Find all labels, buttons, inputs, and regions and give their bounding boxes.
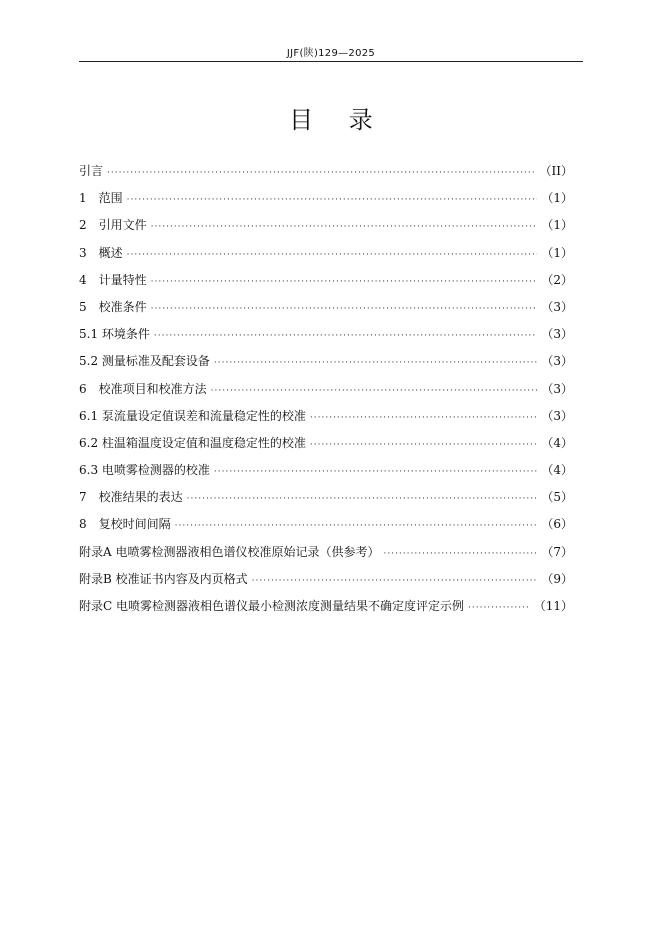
toc-entry-label: 引言 [79, 164, 104, 178]
toc-entry-page: （9） [541, 571, 573, 586]
toc-dot-leader [107, 168, 536, 178]
toc-dot-leader [187, 494, 538, 504]
toc-entry[interactable] [79, 298, 573, 325]
toc-dot-leader [214, 467, 537, 477]
toc-entry-page: （7） [541, 544, 573, 559]
toc-dot-leader [151, 222, 538, 232]
toc-entry-page: （3） [541, 381, 573, 396]
toc-entry-page: （1） [541, 191, 573, 206]
toc-entry[interactable] [79, 597, 573, 624]
toc-entry-label: 6.1 泵流量设定值误差和流量稳定性的校准 [79, 408, 306, 423]
toc-entry-page: （4） [541, 435, 573, 450]
toc-entry[interactable] [79, 189, 573, 216]
toc-dot-leader [383, 549, 537, 559]
toc-entry[interactable] [79, 380, 573, 407]
toc-entry-page: （6） [541, 517, 573, 532]
toc-entry-page: （2） [541, 272, 573, 287]
toc-entry-page: （3） [541, 327, 573, 342]
toc-entry[interactable] [79, 515, 573, 542]
toc-entry-page: （3） [541, 299, 573, 314]
toc-dot-leader [127, 195, 538, 205]
header-divider [79, 61, 583, 62]
toc-dot-leader [127, 250, 538, 260]
toc-entry-page: （1） [541, 245, 573, 260]
toc-entry[interactable] [79, 244, 573, 271]
toc-entry-page: （4） [541, 463, 573, 478]
toc-dot-leader [310, 413, 537, 423]
table-of-contents [79, 162, 573, 624]
toc-entry-label: 2 引用文件 [79, 218, 147, 233]
toc-entry-page: （3） [541, 408, 573, 423]
toc-dot-leader [310, 440, 537, 450]
toc-dot-leader [468, 603, 530, 613]
toc-entry-label: 8 复校时间间隔 [79, 517, 171, 532]
toc-entry[interactable] [79, 216, 573, 243]
toc-entry-label: 6 校准项目和校准方法 [79, 381, 207, 396]
toc-dot-leader [214, 358, 537, 368]
toc-dot-leader [252, 576, 538, 586]
toc-dot-leader [175, 521, 538, 531]
toc-entry-label: 6.3 电喷雾检测器的校准 [79, 463, 210, 478]
toc-entry-label: 5.2 测量标准及配套设备 [79, 354, 210, 369]
toc-entry-label: 5 校准条件 [79, 299, 147, 314]
toc-entry[interactable] [79, 352, 573, 379]
toc-entry-label: 1 范围 [79, 191, 123, 206]
toc-entry[interactable] [79, 434, 573, 461]
toc-entry-label: 7 校准结果的表达 [79, 490, 183, 505]
toc-entry-label: 4 计量特性 [79, 272, 147, 287]
toc-entry[interactable] [79, 570, 573, 597]
toc-dot-leader [151, 277, 538, 287]
toc-entry-label: 附录B 校准证书内容及内页格式 [79, 571, 248, 586]
toc-entry[interactable] [79, 407, 573, 434]
toc-entry-page: （1） [541, 218, 573, 233]
toc-entry-page: （II） [539, 164, 573, 178]
toc-entry[interactable] [79, 543, 573, 570]
toc-entry-label: 3 概述 [79, 245, 123, 260]
toc-entry-page: （11） [533, 599, 573, 613]
toc-dot-leader [154, 331, 537, 341]
toc-entry[interactable] [79, 325, 573, 352]
toc-entry-label: 附录C 电喷雾检测器液相色谱仪最小检测浓度测量结果不确定度评定示例 [79, 599, 464, 613]
toc-entry[interactable] [79, 488, 573, 515]
toc-entry[interactable] [79, 162, 573, 189]
toc-entry[interactable] [79, 271, 573, 298]
toc-entry-page: （5） [541, 490, 573, 505]
toc-entry-label: 5.1 环境条件 [79, 327, 150, 342]
document-code-header: JJF(陕)129—2025 [286, 48, 376, 59]
toc-entry-label: 6.2 柱温箱温度设定值和温度稳定性的校准 [79, 435, 306, 450]
toc-entry[interactable] [79, 461, 573, 488]
toc-dot-leader [211, 386, 538, 396]
toc-dot-leader [151, 304, 538, 314]
toc-entry-page: （3） [541, 354, 573, 369]
page-title: 目 录 [289, 106, 387, 134]
toc-entry-label: 附录A 电喷雾检测器液相色谱仪校准原始记录（供参考） [79, 544, 380, 559]
